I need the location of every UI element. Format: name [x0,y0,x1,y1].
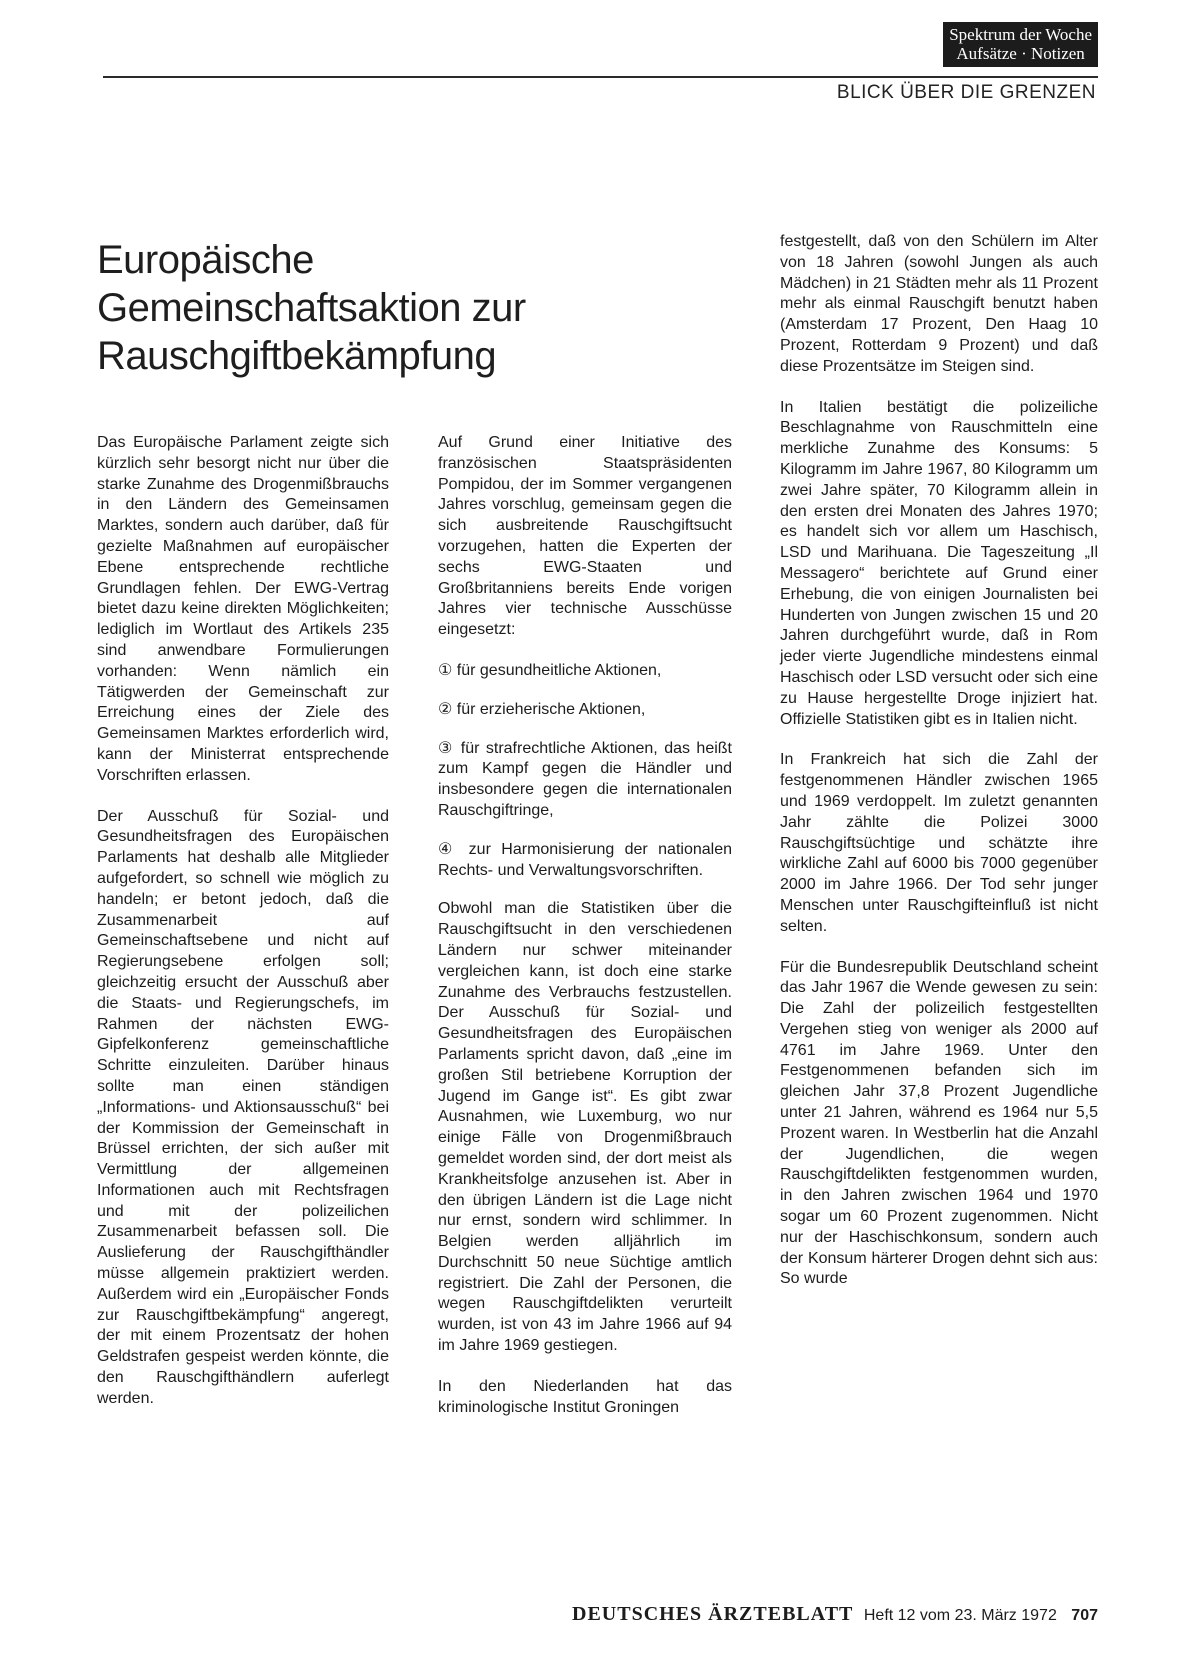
page-number: 707 [1071,1607,1098,1624]
list-item: ③ für strafrechtliche Aktionen, das heißt zum Kampf gegen die Händler und insbesondere gegen die internationalen Rauschgiftringe, [438,739,732,819]
paragraph: Das Europäische Parlament zeigte sich kürzlich sehr besorgt nicht nur über die starke Zunahme des Drogenmißbrauchs in den Ländern des Gemeinsamen Marktes, sondern auch darüber, daß für gezielte Maßnahmen auf europäischer Ebene entsprechende rechtliche Grundlagen fehlen. Der EWG-Vertrag bietet dazu keine direkten Möglichkeiten; lediglich im Wortlaut des Artikels 235 sind anwendbare Formulierungen vorhanden: Wenn nämlich ein Tätigwerden der Gemeinschaft zur Erreichung eines der Ziele des Gemeinsamen Marktes erforderlich wird, kann der Ministerrat entsprechende Vorschriften erlassen. [97,434,389,784]
section-badge [943,22,1098,67]
paragraph: Auf Grund einer Initiative des französischen Staatspräsidenten Pompidou, der im Sommer vergangenen Jahres vorschlug, gemeinsam gegen die sich ausbreitende Rauschgiftsucht vorzugehen, hatten die Experten der sechs EWG-Staaten und Großbritanniens bereits Ende vorigen Jahres vier technische Ausschüsse eingesetzt: [438,434,732,639]
column-1 [97,433,389,1430]
paragraph: Der Ausschuß für Sozial- und Gesundheitsfragen des Europäischen Parlaments hat deshalb alle Mitglieder aufgefordert, so schnell wie möglich zu handeln; er betont jedoch, daß die Zusammenarbeit auf Gemeinschaftsebene und nicht auf Regierungsebene erfolgen soll; gleichzeitig ersucht der Ausschuß aber die Staats- und Regierungschefs, im Rahmen der nächsten EWG-Gipfelkonferenz gemeinschaftliche Schritte einzuleiten. Darüber hinaus sollte man einen ständigen „Informations- und Aktionsausschuß“ bei der Kommission der Gemeinschaft in Brüssel errichten, der sich außer mit Vermittlung der allgemeinen Informationen auch mit Rechtsfragen und mit der polizeilichen Zusammenarbeit befassen soll. Die Auslieferung der Rauschgifthändler müsse allgemein praktiziert werden. Außerdem wird ein „Europäischer Fonds zur Rauschgiftbekämpfung“ angeregt, der mit einem Prozentsatz der hohen Geldstrafen gespeist werden könnte, die den Rauschgifthändlern auferlegt werden. [97,807,389,1407]
paragraph: In den Niederlanden hat das kriminologische Institut Groningen [438,1377,732,1416]
list-item: ④ zur Harmonisierung der nationalen Rechts- und Verwaltungsvorschriften. [438,840,732,879]
article-title-line1: Europäische [97,238,314,282]
list-item: ① für gesundheitliche Aktionen, [438,661,662,679]
column-2 [438,433,732,1438]
paragraph: In Frankreich hat sich die Zahl der festgenommenen Händler zwischen 1965 und 1969 verdoppelt. Im zuletzt genannten Jahr zählte die Polizei 3000 Rauschgiftsüchtige und schätzte ihre wirkliche Zahl auf 6000 bis 7000 gegenüber 2000 im Jahre 1966. Der Tod sehr junger Menschen unter Rauschgifteinfluß ist nicht selten. [780,751,1098,935]
list-item: ② für erzieherische Aktionen, [438,700,646,718]
page-footer [572,1603,1098,1626]
header-rule [103,76,1098,78]
section-badge-line2: Aufsätze · Notizen [956,44,1085,63]
rubric: BLICK ÜBER DIE GRENZEN [836,82,1096,103]
paragraph: festgestellt, daß von den Schülern im Alter von 18 Jahren (sowohl Jungen als auch Mädchen) in 21 Städten mehr als 11 Prozent mehr als einmal Rauschgift benutzt haben (Amsterdam 17 Prozent, Den Haag 10 Prozent, Rotterdam 9 Prozent) und daß diese Prozentsätze im Steigen sind. [780,233,1098,375]
column-3 [780,232,1098,1310]
journal-name: DEUTSCHES ÄRZTEBLATT [572,1603,854,1625]
article-title-line3: Rauschgiftbekämpfung [97,334,497,378]
article-title-line2: Gemeinschaftsaktion zur [97,286,526,330]
paragraph: Für die Bundesrepublik Deutschland scheint das Jahr 1967 die Wende gewesen zu sein: Die Zahl der polizeilich festgestellten Vergehen stieg von weniger als 2000 auf 4761 im Jahre 1969. Unter den Festgenommenen befanden sich im gleichen Jahr 37,8 Prozent Jugendliche unter 21 Jahren, während es 1964 nur 5,5 Prozent waren. In Westberlin hat die Anzahl der Jugendlichen, die wegen Rauschgiftdelikten festgenommen wurden, in den Jahren zwischen 1964 und 1970 sogar um 60 Prozent zugenommen. Nicht nur der Haschischkonsum, sondern auch der Konsum härterer Drogen dehnt sich aus: So wurde [780,958,1098,1288]
issue-info: Heft 12 vom 23. März 1972 [863,1607,1057,1624]
paragraph: Obwohl man die Statistiken über die Rauschgiftsucht in den verschiedenen Ländern nur schwer miteinander vergleichen kann, ist doch eine starke Zunahme des Verbrauchs festzustellen. Der Ausschuß für Sozial- und Gesundheitsfragen des Europäischen Parlaments spricht davon, daß „eine im großen Stil betriebene Korruption der Jugend im Gange ist“. Es gibt zwar Ausnahmen, wie Luxemburg, wo nur einige Fälle von Drogenmißbrauch gemeldet worden sind, der dort meist als Krankheitsfolge anzusehen ist. Aber in den übrigen Ländern ist die Lage nicht nur ernst, sondern wird schlimmer. In Belgien werden alljährlich im Durchschnitt 50 neue Süchtige amtlich registriert. Die Zahl der Personen, die wegen Rauschgiftdelikten verurteilt wurden, ist von 43 im Jahre 1966 auf 94 im Jahre 1969 gestiegen. [438,900,732,1355]
article-title [97,236,717,380]
paragraph: In Italien bestätigt die polizeiliche Beschlagnahme von Rauschmitteln eine merkliche Zunahme des Konsums: 5 Kilogramm im Jahre 1967, 80 Kilogramm um zwei Jahre später, 70 Kilogramm allein in den ersten drei Monaten des Jahres 1970; es handelt sich vor allem um Haschisch, LSD und Marihuana. Die Tageszeitung „Il Messagero“ berichtete auf Grund einer Erhebung, die von einigen Journalisten bei Hunderten von Jungen zwischen 15 und 20 Jahren durchgeführt wurde, daß in Rom jeder vierte Jugendliche mindestens einmal Haschisch oder LSD versucht oder sich eine zu Hause hergestellte Droge injiziert hat. Offizielle Statistiken gibt es in Italien nicht. [780,398,1098,728]
section-badge-line1: Spektrum der Woche [949,25,1092,44]
